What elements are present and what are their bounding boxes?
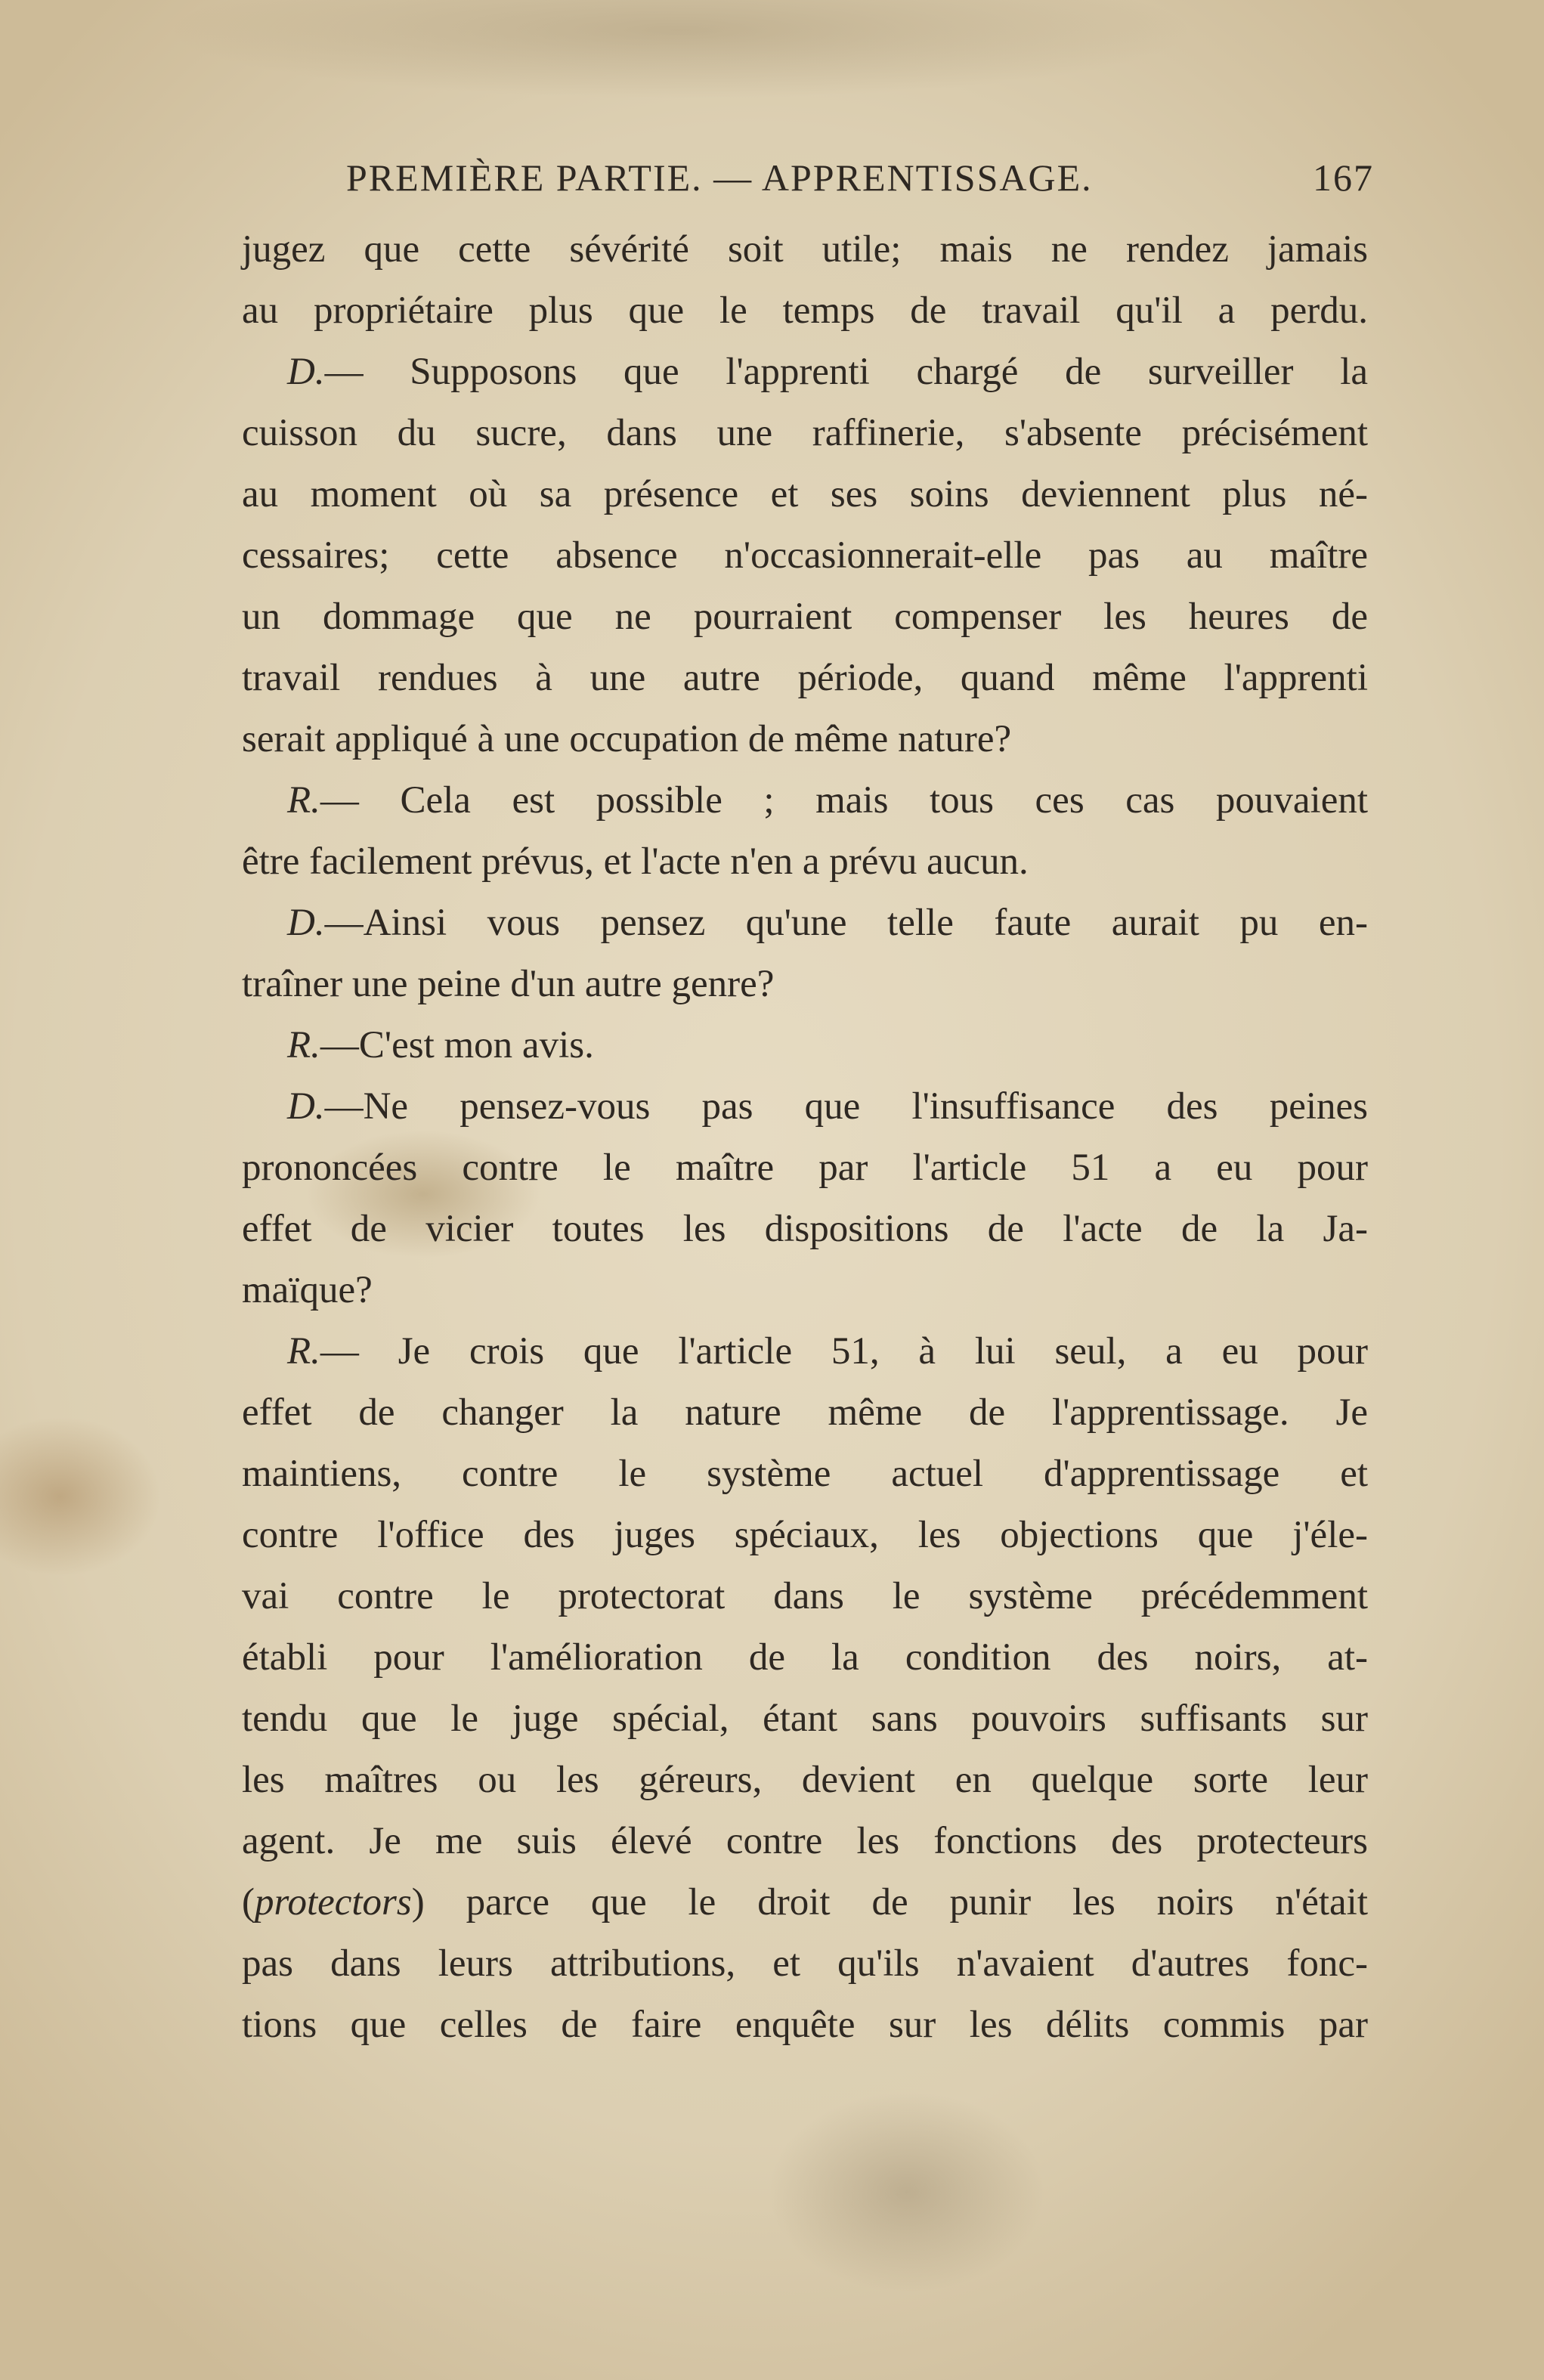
text-line: tions que celles de faire enquête sur les délits commis par	[242, 2004, 1368, 2046]
text-line: un dommage que ne pourraient compenser les heures de	[242, 596, 1368, 638]
text-line: agent. Je me suis élevé contre les fonctions des protecteurs	[242, 1820, 1368, 1862]
text-line: cuisson du sucre, dans une raffinerie, s'absente précisément	[242, 412, 1368, 454]
text-line: au propriétaire plus que le temps de travail qu'il a perdu.	[242, 289, 1368, 332]
text-line: travail rendues à une autre période, quand même l'apprenti	[242, 657, 1368, 699]
text-line: R.— Je crois que l'article 51, à lui seul, a eu pour	[287, 1330, 1368, 1373]
text-line: (protectors) parce que le droit de punir les noirs n'était	[242, 1881, 1368, 1923]
running-title: PREMIÈRE PARTIE. — APPRENTISSAGE.	[346, 156, 1093, 199]
text-line: maintiens, contre le système actuel d'apprentissage et	[242, 1453, 1368, 1495]
text-line: être facilement prévus, et l'acte n'en a prévu aucun.	[242, 840, 1029, 883]
speaker-label: D.	[287, 1085, 325, 1128]
speaker-label: R.	[287, 779, 320, 822]
text-line: vai contre le protectorat dans le système précédemment	[242, 1575, 1368, 1617]
text-line: effet de changer la nature même de l'apprentissage. Je	[242, 1391, 1368, 1434]
text-line: D.—Ne pensez-vous pas que l'insuffisance des peines	[287, 1085, 1368, 1128]
body-text	[242, 219, 1368, 2056]
speaker-label: D.	[287, 351, 325, 393]
text-line: pas dans leurs attributions, et qu'ils n'avaient d'autres fonc-	[242, 1942, 1368, 1985]
text-line: R.— Cela est possible ; mais tous ces cas pouvaient	[287, 779, 1368, 822]
text-line: D.—Ainsi vous pensez qu'une telle faute aurait pu en-	[287, 902, 1368, 944]
text-line: effet de vicier toutes les dispositions de l'acte de la Ja-	[242, 1208, 1368, 1250]
text-line: traîner une peine d'un autre genre?	[242, 963, 775, 1005]
text-line: jugez que cette sévérité soit utile; mais ne rendez jamais	[242, 228, 1368, 271]
text-line: établi pour l'amélioration de la condition des noirs, at-	[242, 1636, 1368, 1679]
text-line: au moment où sa présence et ses soins deviennent plus né-	[242, 473, 1368, 515]
text-line: R.—C'est mon avis.	[287, 1024, 594, 1066]
text-line: prononcées contre le maître par l'article 51 a eu pour	[242, 1147, 1368, 1189]
speaker-label: R.	[287, 1330, 320, 1373]
text-line: les maîtres ou les géreurs, devient en quelque sorte leur	[242, 1759, 1368, 1801]
running-header	[346, 151, 1374, 204]
text-line: maïque?	[242, 1269, 373, 1311]
text-line: D.— Supposons que l'apprenti chargé de surveiller la	[287, 351, 1368, 393]
speaker-label: R.	[287, 1024, 320, 1066]
text-line: contre l'office des juges spéciaux, les objections que j'éle-	[242, 1514, 1368, 1556]
text-line: tendu que le juge spécial, étant sans pouvoirs suffisants sur	[242, 1698, 1368, 1740]
text-line: serait appliqué à une occupation de même nature?	[242, 718, 1012, 760]
page-number: 167	[1313, 156, 1374, 199]
speaker-label: D.	[287, 902, 325, 944]
text-line: cessaires; cette absence n'occasionnerait-elle pas au maître	[242, 534, 1368, 577]
